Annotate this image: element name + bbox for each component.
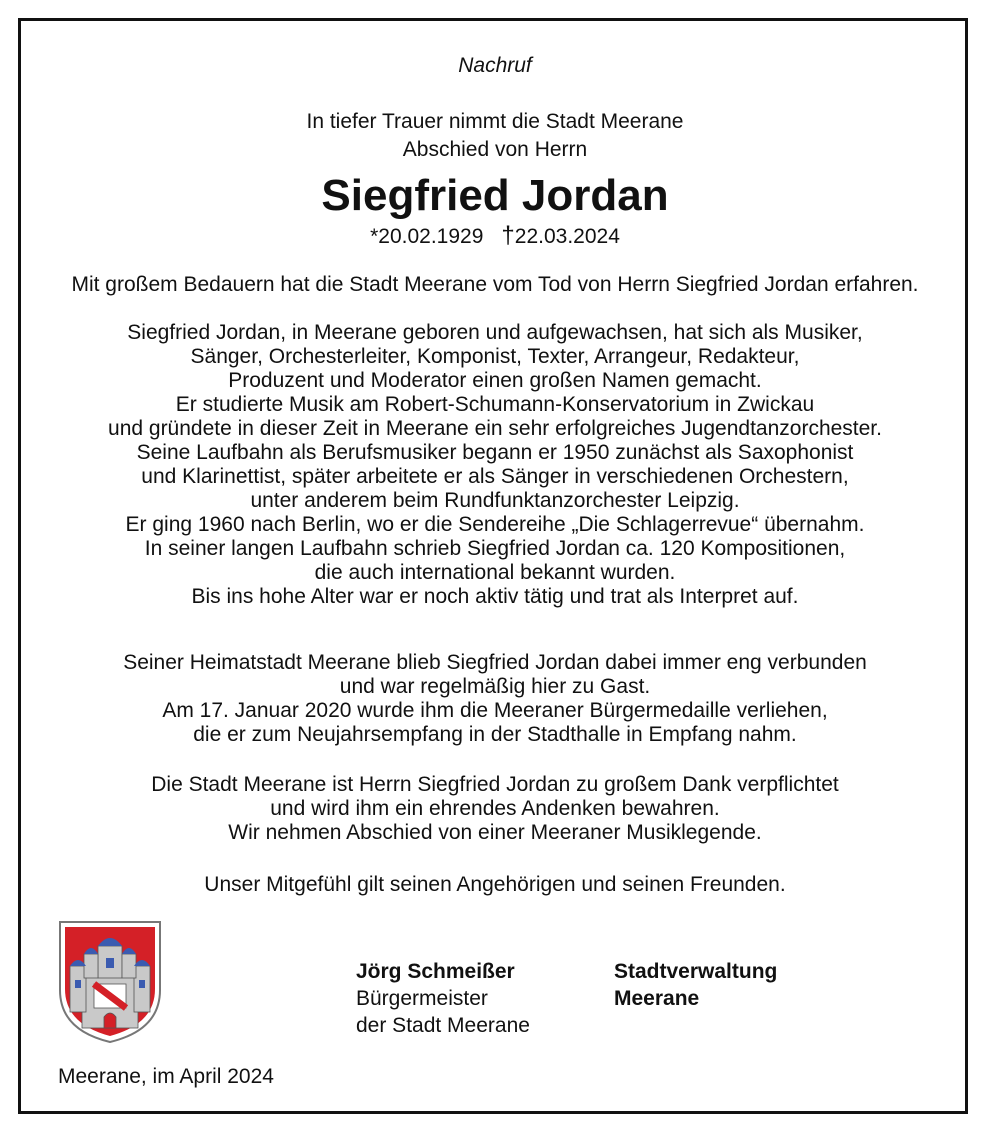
paragraph-line: unter anderem beim Rundfunktanzorchester Leipzig. — [250, 489, 740, 512]
paragraph-line: Produzent und Moderator einen großen Namen gemacht. — [228, 369, 762, 392]
paragraph-line: In seiner langen Laufbahn schrieb Siegfried Jordan ca. 120 Kompositionen, — [144, 537, 846, 560]
signatory-organization: der Stadt Meerane — [356, 1014, 530, 1037]
obituary-heading: Nachruf — [458, 54, 532, 77]
paragraph-line: Seiner Heimatstadt Meerane blieb Siegfried Jordan dabei immer eng verbunden — [123, 651, 867, 674]
coat-of-arms-icon — [58, 920, 162, 1044]
paragraph-line: und wird ihm ein ehrendes Andenken bewahren. — [270, 797, 720, 820]
life-dates — [0, 222, 990, 251]
paragraph-line: Mit großem Bedauern hat die Stadt Meerane vom Tod von Herrn Siegfried Jordan erfahren. — [71, 273, 919, 296]
paragraph-biography — [0, 321, 990, 609]
signature-administration — [614, 958, 777, 1012]
paragraph-line: Wir nehmen Abschied von einer Meeraner Musiklegende. — [228, 821, 762, 844]
paragraph-line: die er zum Neujahrsempfang in der Stadthalle in Empfang nahm. — [193, 723, 797, 746]
crest-tower-left — [70, 966, 86, 1012]
crest-window — [139, 980, 145, 988]
crest-gate — [104, 1013, 116, 1028]
intro-text — [0, 108, 990, 164]
paragraph-hometown — [0, 651, 990, 747]
birth-date: *20.02.1929 — [370, 225, 484, 248]
crest-tower-inner-left — [84, 954, 98, 978]
place-and-date: Meerane, im April 2024 — [58, 1065, 274, 1088]
paragraph-line: Sänger, Orchesterleiter, Komponist, Texter, Arrangeur, Redakteur, — [190, 345, 800, 368]
signatory-role: Bürgermeister — [356, 987, 488, 1010]
paragraph-condolence — [0, 273, 990, 297]
crest-window — [75, 980, 81, 988]
death-date: 22.03.2024 — [514, 225, 620, 248]
paragraph-line: und Klarinettist, später arbeitete er als Sänger in verschiedenen Orchestern, — [141, 465, 849, 488]
crest-window — [106, 958, 114, 968]
paragraph-line: Die Stadt Meerane ist Herrn Siegfried Jordan zu großem Dank verpflichtet — [151, 773, 839, 796]
cross-icon: † — [501, 222, 515, 249]
paragraph-line: Er ging 1960 nach Berlin, wo er die Sendereihe „Die Schlagerrevue“ übernahm. — [125, 513, 865, 536]
paragraph-line: die auch international bekannt wurden. — [314, 561, 676, 584]
paragraph-line: Unser Mitgefühl gilt seinen Angehörigen und seinen Freunden. — [204, 873, 786, 896]
paragraph-line: und gründete in dieser Zeit in Meerane ein sehr erfolgreiches Jugendtanzorchester. — [108, 417, 882, 440]
paragraph-line: Seine Laufbahn als Berufsmusiker begann er 1950 zunächst als Saxophonist — [136, 441, 854, 464]
administration-line: Stadtverwaltung — [614, 960, 778, 983]
signatory-name: Jörg Schmeißer — [356, 960, 515, 983]
paragraph-line: Er studierte Musik am Robert-Schumann-Konservatorium in Zwickau — [175, 393, 815, 416]
paragraph-gratitude — [0, 773, 990, 845]
intro-line: In tiefer Trauer nimmt die Stadt Meerane — [306, 110, 684, 133]
paragraph-line: Siegfried Jordan, in Meerane geboren und aufgewachsen, hat sich als Musiker, — [127, 321, 863, 344]
crest-tower-inner-right — [122, 954, 136, 978]
paragraph-sympathy — [0, 873, 990, 897]
deceased-name: Siegfried Jordan — [321, 171, 669, 220]
intro-line: Abschied von Herrn — [402, 138, 588, 161]
paragraph-line: Am 17. Januar 2020 wurde ihm die Meeraner Bürgermedaille verliehen, — [162, 699, 828, 722]
paragraph-line: Bis ins hohe Alter war er noch aktiv tätig und trat als Interpret auf. — [191, 585, 799, 608]
administration-line: Meerane — [614, 987, 700, 1010]
paragraph-line: und war regelmäßig hier zu Gast. — [339, 675, 651, 698]
signature-mayor — [356, 958, 530, 1039]
